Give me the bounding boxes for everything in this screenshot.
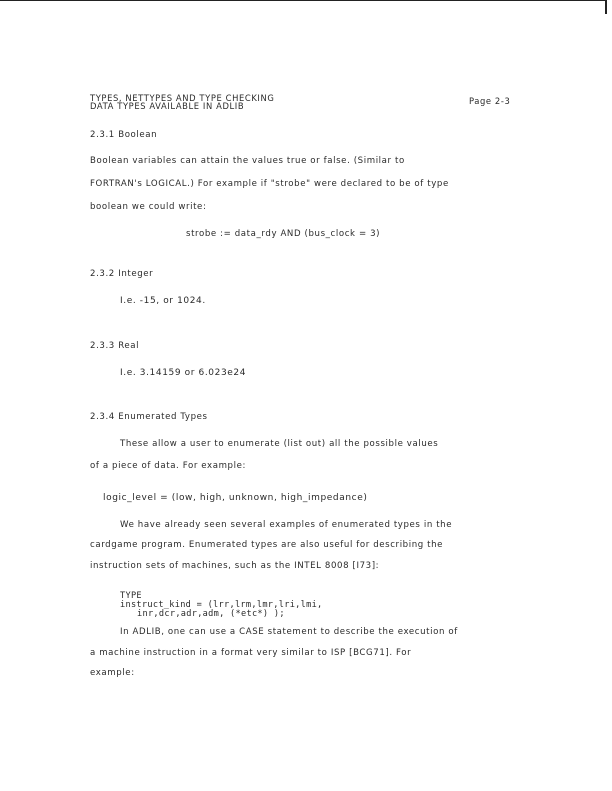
integer-example: I.e. -15, or 1024. [120, 296, 206, 306]
case-paragraph-line1: In ADLIB, one can use a CASE statement to describe the execution of [120, 627, 458, 637]
enumerated-paragraph-line2: of a piece of data. For example: [90, 461, 246, 471]
case-paragraph-line3: example: [90, 668, 135, 678]
case-paragraph-line2: a machine instruction in a format very similar to ISP [BCG71]. For [90, 648, 412, 658]
section-heading-boolean: 2.3.1 Boolean [90, 130, 158, 140]
enumerated-paragraph-line1: These allow a user to enumerate (list out) all the possible values [120, 439, 439, 449]
running-header-title: TYPES, NETTYPES AND TYPE CHECKING [90, 93, 275, 103]
page-top-border [0, 0, 605, 1]
running-header-subtitle: DATA TYPES AVAILABLE IN ADLIB [90, 101, 245, 111]
boolean-paragraph-line1: Boolean variables can attain the values true or false. (Similar to [90, 156, 405, 166]
boolean-paragraph-line2: FORTRAN's LOGICAL.) For example if "strobe" were declared to be of type [90, 179, 449, 189]
section-heading-integer: 2.3.2 Integer [90, 269, 154, 279]
boolean-code-example: strobe := data_rdy AND (bus_clock = 3) [186, 229, 381, 239]
enumerated-code-example: logic_level = (low, high, unknown, high_impedance) [103, 493, 368, 503]
real-example: I.e. 3.14159 or 6.023e24 [120, 368, 247, 378]
section-heading-enumerated: 2.3.4 Enumerated Types [90, 412, 208, 422]
page-number: Page 2-3 [469, 96, 511, 106]
boolean-paragraph-line3: boolean we could write: [90, 202, 207, 212]
page-corner-mark [605, 0, 607, 14]
enumerated-paragraph-line4: cardgame program. Enumerated types are also useful for describing the [90, 540, 444, 550]
enumerated-paragraph-line5: instruction sets of machines, such as the INTEL 8008 [I73]: [90, 561, 380, 571]
section-heading-real: 2.3.3 Real [90, 341, 140, 351]
enumerated-paragraph-line3: We have already seen several examples of enumerated types in the [120, 520, 453, 530]
type-code-line1: TYPE [120, 591, 142, 601]
type-code-line2: instruct_kind = (lrr,lrm,lmr,lri,lmi, [120, 600, 323, 610]
type-code-line3: inr,dcr,adr,adm, (*etc*) ); [137, 609, 285, 619]
